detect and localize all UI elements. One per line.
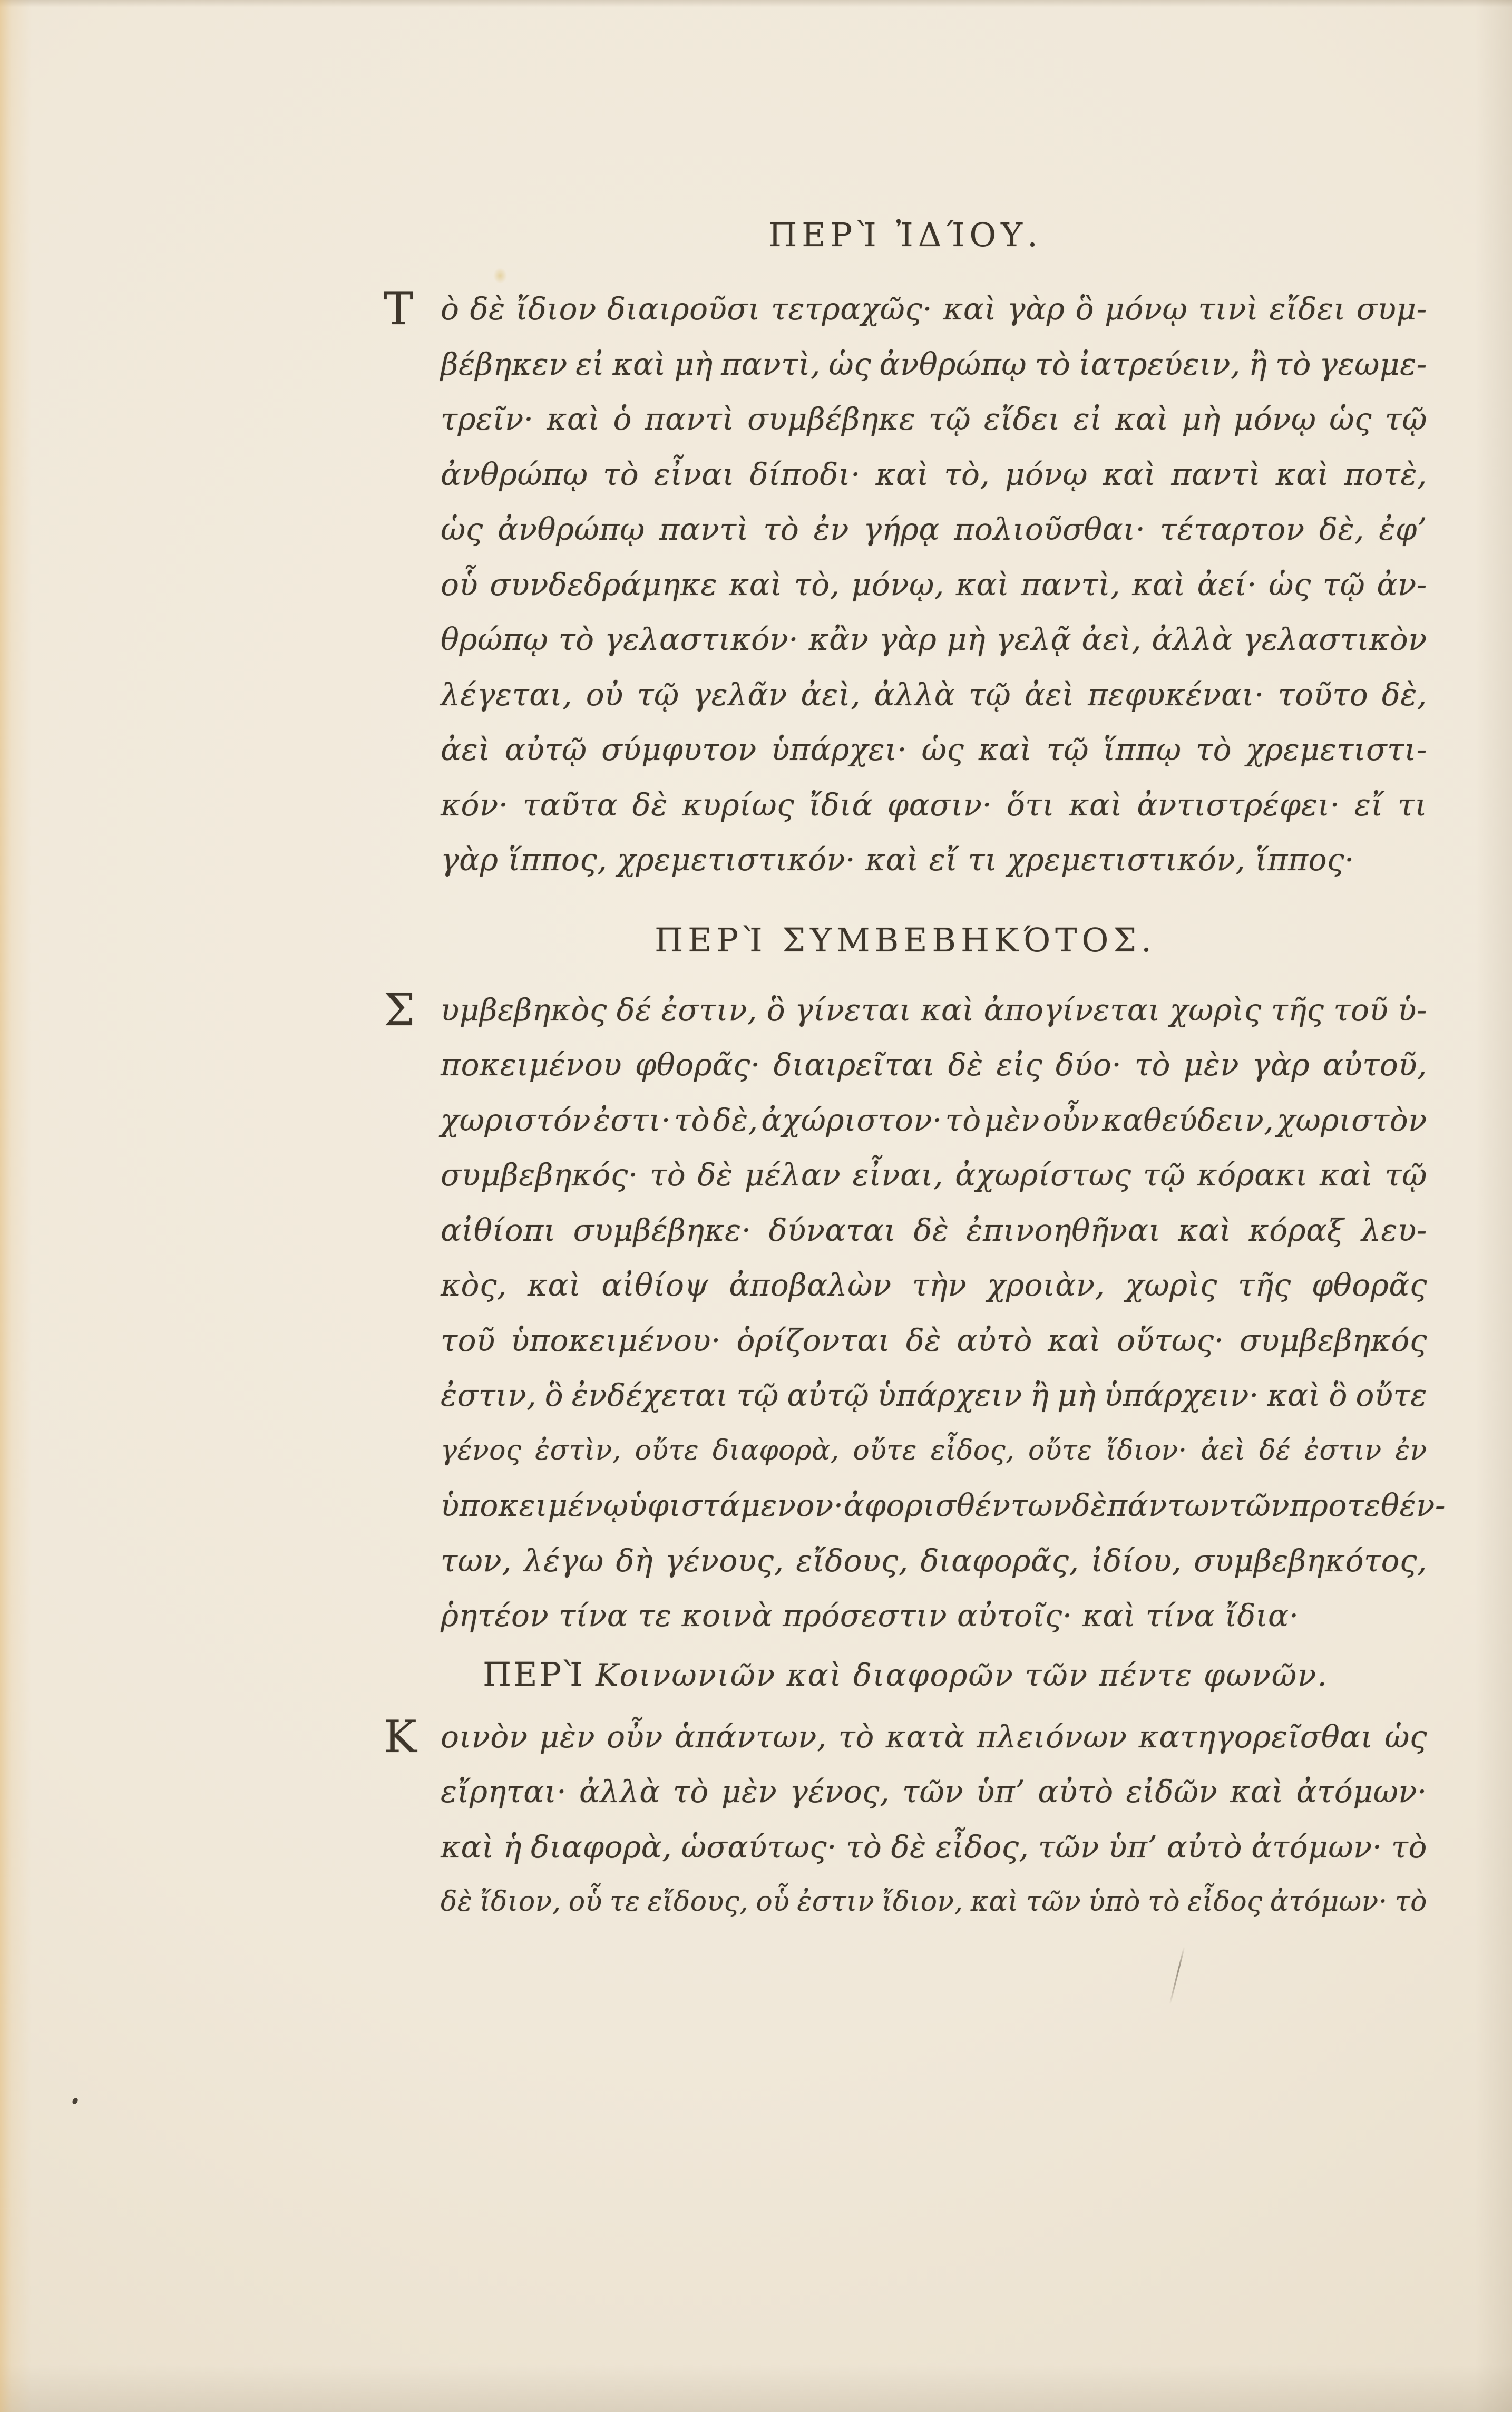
heading-text: ΠΕΡῚ ἸΔΊΟΥ.	[768, 216, 1042, 254]
paragraph-peri-idiou	[384, 281, 1427, 888]
chapter-heading-peri-koinonion	[384, 1652, 1427, 1698]
text-line: χωριστόν ἐστι· τὸ δὲ, ἀχώριστον· τὸ μὲν οὖν καθεύδειν, χωριστὸν	[441, 1102, 1427, 1138]
text-line: συμβεβηκός· τὸ δὲ μέλαν εἶναι, ἀχωρίστως τῷ κόρακι καὶ τῷ	[441, 1157, 1427, 1193]
text-line: τρεῖν· καὶ ὁ παντὶ συμβέβηκε τῷ εἴδει εἰ καὶ μὴ μόνῳ ὡς τῷ	[441, 401, 1427, 437]
heading-lower-text: Κοινωνιῶν καὶ διαφορῶν τῶν πέντε φωνῶν.	[584, 1657, 1328, 1693]
heading-caps-text: ΠΕΡῚ	[483, 1655, 585, 1694]
text-line: αἰθίοπι συμβέβηκε· δύναται δὲ ἐπινοηθῆναι καὶ κόραξ λευ-	[441, 1212, 1427, 1248]
text-line: οὗ συνδεδράμηκε καὶ τὸ, μόνῳ, καὶ παντὶ, καὶ ἀεί· ὡς τῷ ἀν-	[441, 566, 1427, 602]
text-line: ἀνθρώπῳ τὸ εἶναι δίποδι· καὶ τὸ, μόνῳ καὶ παντὶ καὶ ποτὲ,	[441, 456, 1427, 492]
text-line: των, λέγω δὴ γένους, εἴδους, διαφορᾶς, ἰδίου, συμβεβηκότος,	[441, 1542, 1427, 1579]
text-line: γένος ἐστὶν, οὔτε διαφορὰ, οὔτε εἶδος, οὔτε ἴδιον· ἀεὶ δέ ἐστιν ἐν	[441, 1434, 1427, 1466]
paragraph-peri-symbebekotos	[384, 983, 1446, 1643]
paper-hairline-scratch	[1169, 1947, 1185, 2004]
heading-text: ΠΕΡῚ ΣΥΜΒΕΒΗΚΌΤΟΣ.	[655, 920, 1156, 959]
text-line: λέγεται, οὐ τῷ γελᾶν ἀεὶ, ἀλλὰ τῷ ἀεὶ πεφυκέναι· τοῦτο δὲ,	[441, 676, 1427, 713]
text-line: κόν· ταῦτα δὲ κυρίως ἴδιά φασιν· ὅτι καὶ ἀντιστρέφει· εἴ τι	[441, 786, 1427, 823]
chapter-heading-peri-idiou	[384, 215, 1427, 255]
text-line: οινὸν μὲν οὖν ἁπάντων, τὸ κατὰ πλειόνων κατηγορεῖσθαι ὡς	[441, 1718, 1427, 1755]
text-line: κὸς, καὶ αἰθίοψ ἀποβαλὼν τὴν χροιὰν, χωρὶς τῆς φθορᾶς	[441, 1267, 1427, 1303]
text-block	[384, 215, 1446, 1930]
text-line: ῥητέον τίνα τε κοινὰ πρόσεστιν αὐτοῖς· καὶ τίνα ἴδια·	[441, 1598, 1299, 1633]
text-line: θρώπῳ τὸ γελαστικόν· κἂν γὰρ μὴ γελᾷ ἀεὶ, ἀλλὰ γελαστικὸν	[441, 621, 1427, 657]
text-line: υμβεβηκὸς δέ ἐστιν, ὃ γίνεται καὶ ἀπογίνεται χωρὶς τῆς τοῦ ὑ-	[441, 991, 1427, 1028]
text-line: ἐστιν, ὃ ἐνδέχεται τῷ αὐτῷ ὑπάρχειν ἢ μὴ ὑπάρχειν· καὶ ὃ οὔτε	[441, 1377, 1427, 1413]
text-line: ὡς ἀνθρώπῳ παντὶ τὸ ἐν γήρᾳ πολιοῦσθαι· τέταρτον δὲ, ἐφ’	[441, 511, 1427, 547]
drop-cap-kappa: Κ	[384, 1710, 417, 1763]
text-line: ὑποκειμένῳ ὑφιστάμενον· ἀφορισθέντων δὲ πάντων τῶν προτεθέν-	[441, 1487, 1446, 1523]
text-line: βέβηκεν εἰ καὶ μὴ παντὶ, ὡς ἀνθρώπῳ τὸ ἰατρεύειν, ἢ τὸ γεωμε-	[441, 346, 1427, 382]
drop-cap-tau: Τ	[384, 283, 414, 335]
text-line: εἴρηται· ἀλλὰ τὸ μὲν γένος, τῶν ὑπ’ αὐτὸ εἰδῶν καὶ ἀτόμων·	[441, 1774, 1427, 1810]
chapter-heading-peri-symbebekotos	[384, 920, 1427, 960]
paragraph-peri-koinonion	[384, 1709, 1427, 1930]
text-line: δὲ ἴδιον, οὗ τε εἴδους, οὗ ἐστιν ἴδιον, καὶ τῶν ὑπὸ τὸ εἶδος ἀτόμων· τὸ	[441, 1886, 1427, 1918]
text-line: ὸ δὲ ἴδιον διαιροῦσι τετραχῶς· καὶ γὰρ ὃ μόνῳ τινὶ εἴδει συμ-	[441, 291, 1427, 327]
text-line: ποκειμένου φθορᾶς· διαιρεῖται δὲ εἰς δύο· τὸ μὲν γὰρ αὐτοῦ,	[441, 1047, 1427, 1083]
text-line: γὰρ ἵππος, χρεμετιστικόν· καὶ εἴ τι χρεμετιστικόν, ἵππος·	[441, 842, 1354, 878]
ink-speck	[72, 2097, 79, 2105]
text-line: καὶ ἡ διαφορὰ, ὡσαύτως· τὸ δὲ εἶδος, τῶν ὑπ’ αὐτὸ ἀτόμων· τὸ	[441, 1829, 1427, 1865]
text-line: ἀεὶ αὐτῷ σύμφυτον ὑπάρχει· ὡς καὶ τῷ ἵππῳ τὸ χρεμετιστι-	[441, 732, 1427, 767]
text-line: τοῦ ὑποκειμένου· ὁρίζονται δὲ αὐτὸ καὶ οὕτως· συμβεβηκός	[441, 1322, 1427, 1358]
drop-cap-sigma: Σ	[384, 984, 415, 1036]
